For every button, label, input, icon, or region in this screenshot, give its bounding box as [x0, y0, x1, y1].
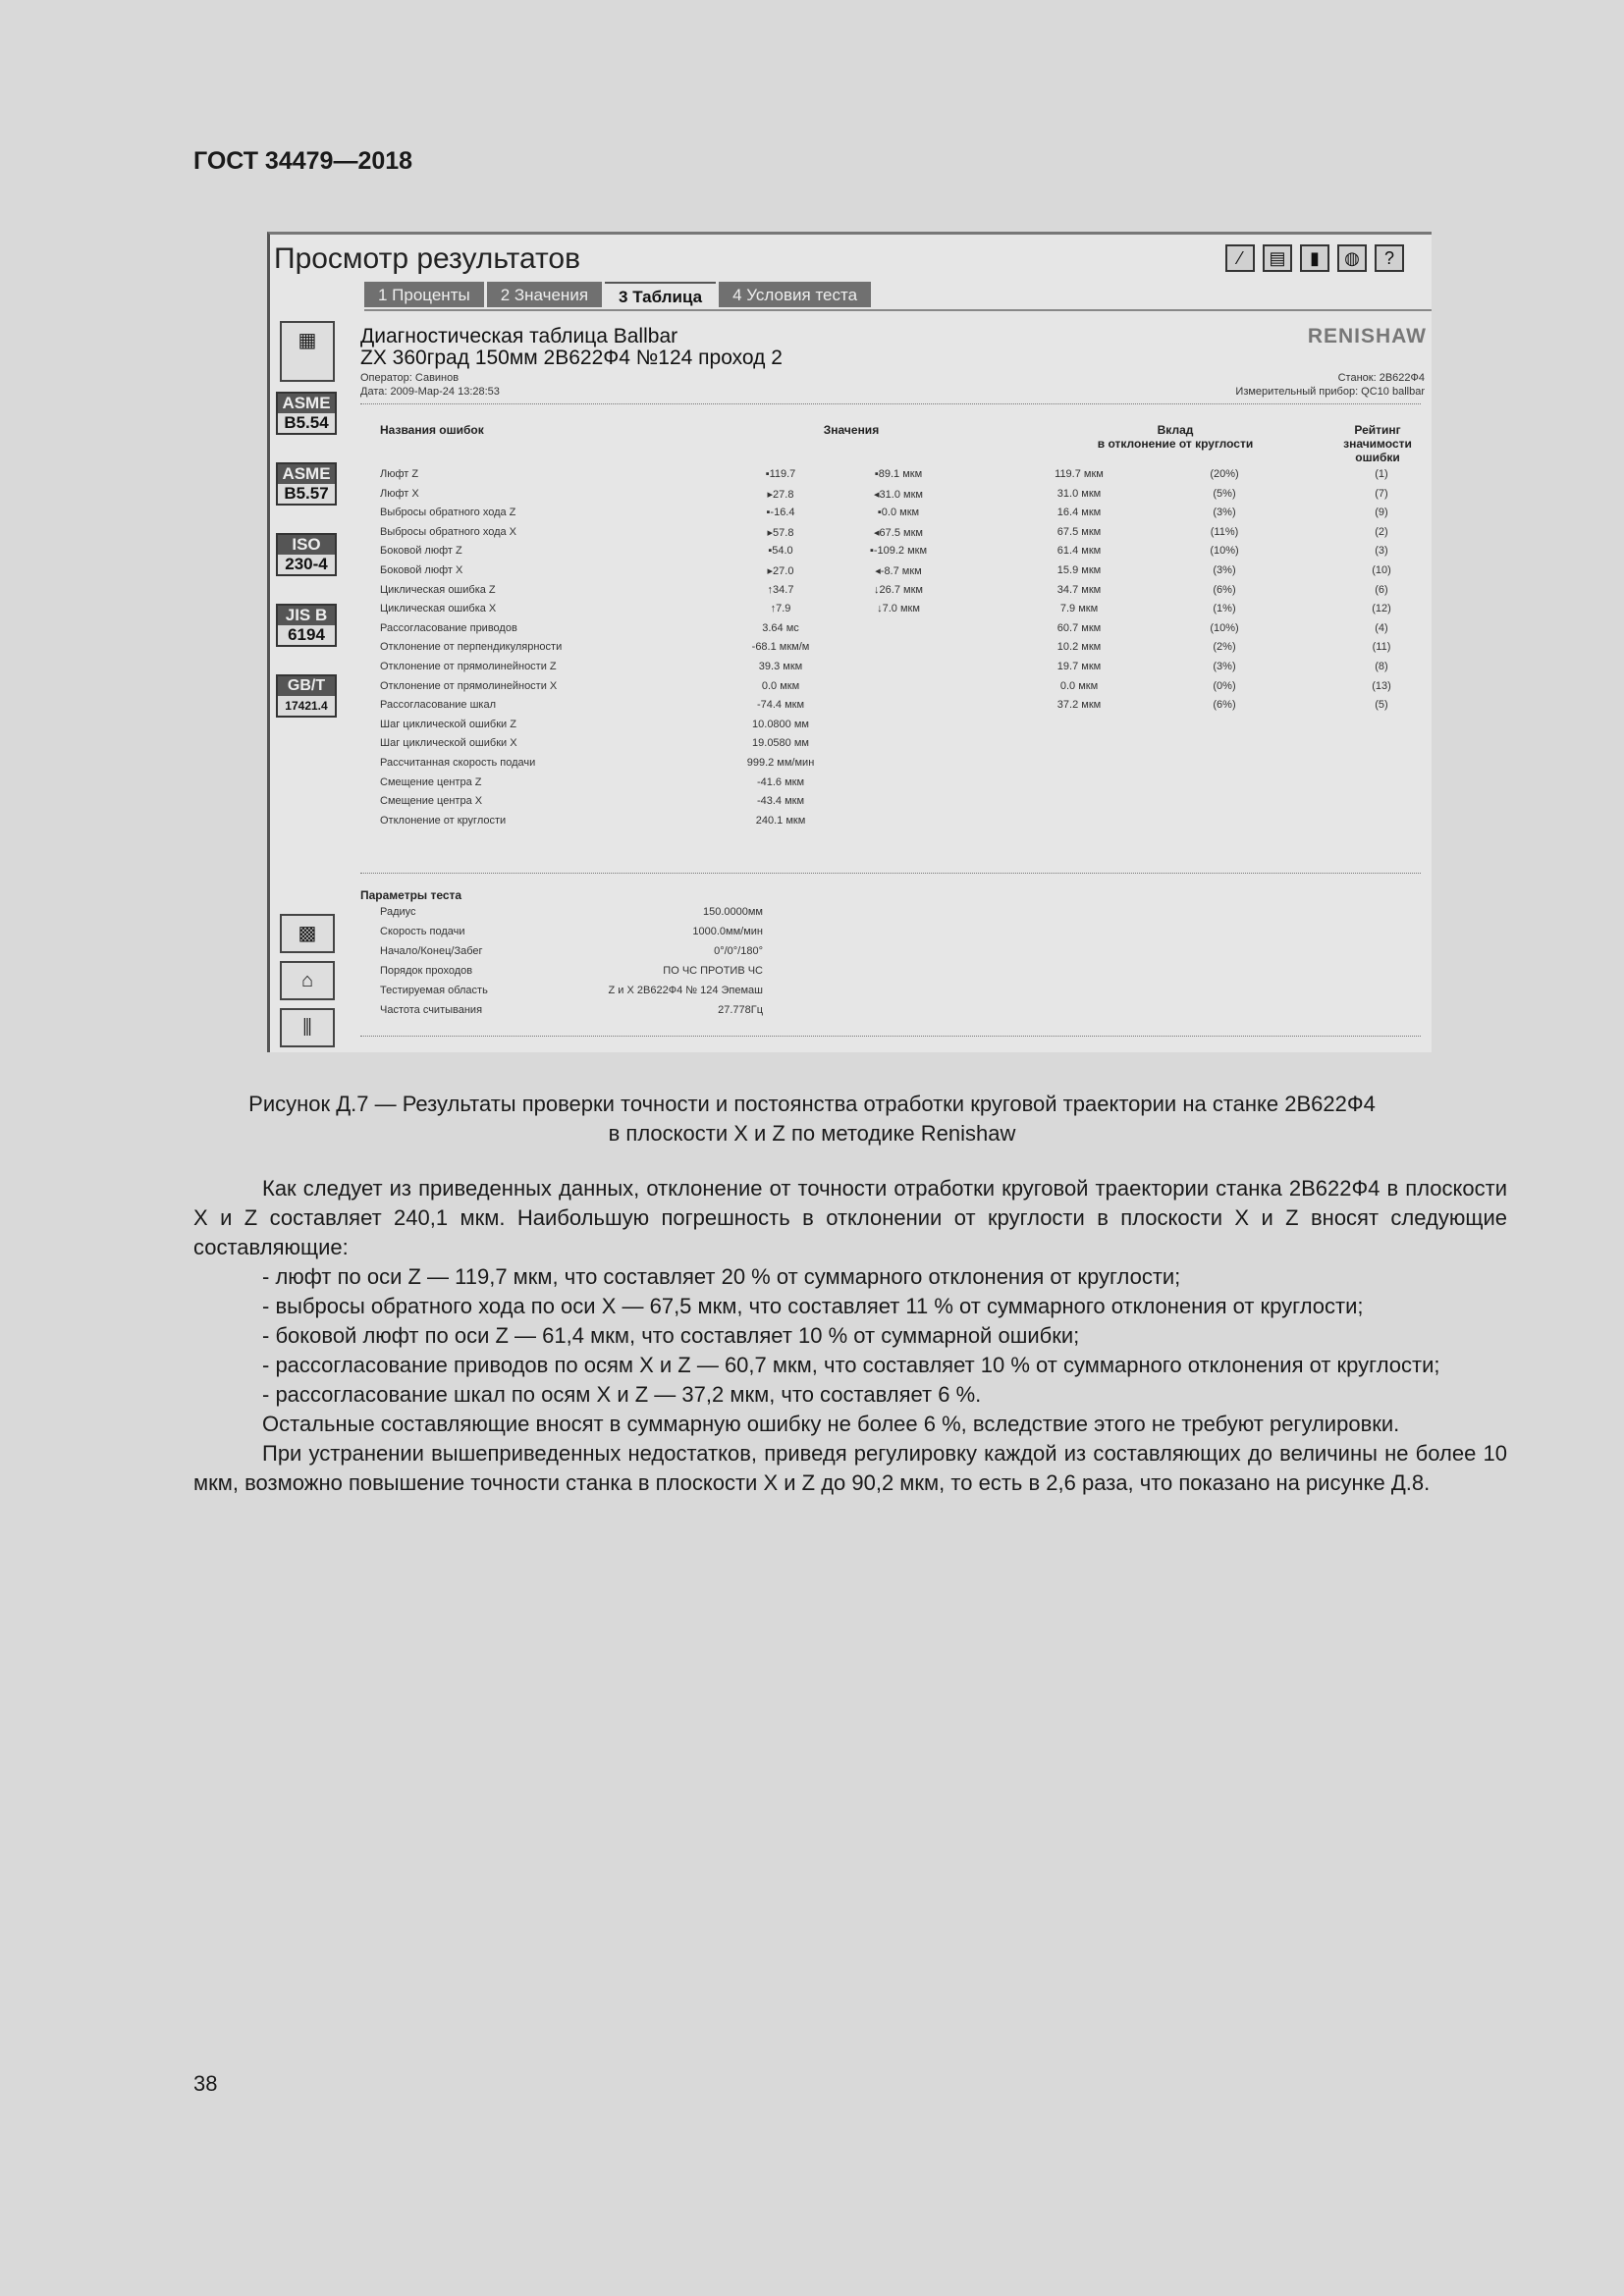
table-row: Шаг циклической ошибки X 19.0580 мм — [380, 737, 809, 750]
table-row: Циклическая ошибка Z ↑34.7 ↓26.7 мкм 34.7 мкм (6%) (6) — [380, 583, 1388, 596]
table-row: Отклонение от перпендикулярности -68.1 мкм/м 10.2 мкм (2%) (11) — [380, 641, 1391, 654]
standard-button-jis-b6194[interactable]: JIS B 6194 — [276, 604, 337, 647]
error-name: Люфт Z — [380, 468, 419, 480]
panel-subtitle: ZX 360град 150мм 2В622Ф4 №124 проход 2 — [360, 347, 783, 369]
error-name: Отклонение от перпендикулярности — [380, 641, 563, 654]
page-number: 38 — [193, 2071, 218, 2096]
machine-icon[interactable]: ▩ — [280, 914, 335, 953]
error-name: Боковой люфт X — [380, 564, 463, 576]
error-name: Смещение центра X — [380, 795, 483, 808]
param-value: ПО ЧС ПРОТИВ ЧС — [663, 965, 763, 977]
machine-name: Станок: 2В622Ф4 — [1337, 372, 1425, 384]
param-row — [380, 906, 763, 926]
body-text — [193, 1174, 1507, 1498]
list-item: - рассогласование шкал по осям X и Z — 37,2 мкм, что составляет 6 %. — [262, 1382, 982, 1407]
help-icon[interactable]: ? — [1375, 244, 1404, 272]
standard-button-iso-230-4[interactable]: ISO 230-4 — [276, 533, 337, 576]
tab-percent[interactable]: 1 Проценты — [364, 282, 484, 307]
chart-icon[interactable]: ⁄ — [1225, 244, 1255, 272]
error-name: Выбросы обратного хода Z — [380, 507, 516, 519]
error-name: Шаг циклической ошибки Z — [380, 718, 516, 730]
table-row: Люфт X ▸27.8 ◂31.0 мкм 31.0 мкм (5%) (7) — [380, 487, 1388, 501]
column-contribution: Вклад в отклонение от круглости — [1097, 423, 1254, 451]
error-name: Отклонение от прямолинейности X — [380, 679, 558, 692]
window-title: Просмотр результатов — [274, 242, 581, 275]
tab-table[interactable]: 3 Таблица — [605, 282, 716, 309]
param-value: 27.778Гц — [718, 1004, 763, 1016]
standard-button-asme-b554[interactable]: ASME B5.54 — [276, 392, 337, 435]
standard-button-gbt-17421[interactable]: GB/T 17421.4 — [276, 674, 337, 718]
param-label: Начало/Конец/Забег — [380, 945, 483, 957]
param-label: Частота считывания — [380, 1004, 483, 1016]
results-screenshot — [267, 232, 1432, 1052]
figure-caption: Рисунок Д.7 — Результаты проверки точности и постоянства отработки круговой траектории на станке 2В622Ф4 в плоскости X и Z по методике Renishaw — [248, 1092, 1376, 1146]
column-rating: Рейтинг значимости ошибки — [1343, 423, 1412, 464]
tab-values[interactable]: 2 Значения — [487, 282, 602, 307]
error-name: Отклонение от прямолинейности Z — [380, 661, 557, 672]
renishaw-logo: RENISHAW — [1307, 325, 1427, 347]
list-item: - люфт по оси Z — 119,7 мкм, что составляет 20 % от суммарного отклонения от круглости; — [262, 1264, 1181, 1289]
error-name: Смещение центра Z — [380, 775, 482, 788]
error-name: Рассчитанная скорость подачи — [380, 757, 536, 769]
table-row: Рассогласование шкал -74.4 мкм 37.2 мкм (6%) (5) — [380, 699, 1388, 712]
table-row: Смещение центра X -43.4 мкм — [380, 795, 805, 808]
document-header: ГОСТ 34479—2018 — [193, 147, 413, 175]
table-row: Отклонение от прямолинейности Z 39.3 мкм 19.7 мкм (3%) (8) — [380, 661, 1388, 672]
tab-bar — [364, 282, 871, 309]
table-row: Выбросы обратного хода X ▸57.8 ◂67.5 мкм 67.5 мкм (11%) (2) — [380, 525, 1388, 539]
panel-title: Диагностическая таблица Ballbar — [360, 325, 678, 347]
standard-button-asme-b557[interactable]: ASME B5.57 — [276, 462, 337, 506]
error-name: Рассогласование приводов — [380, 621, 517, 634]
table-row: Рассчитанная скорость подачи 999.2 мм/мин — [380, 757, 815, 769]
column-values: Значения — [823, 423, 880, 437]
param-value: Z и X 2В622Ф4 № 124 Эпемаш — [608, 985, 763, 996]
param-row — [380, 965, 763, 985]
error-name: Рассогласование шкал — [380, 699, 497, 712]
param-value: 0°/0°/180° — [714, 945, 763, 957]
tab-test-conditions[interactable]: 4 Условия теста — [719, 282, 871, 307]
paragraph: Остальные составляющие вносят в суммарную ошибку не более 6 %, вследствие этого не требуют регулировки. — [262, 1412, 1400, 1436]
param-value: 150.0000мм — [702, 906, 763, 918]
column-error-names: Названия ошибок — [380, 423, 484, 437]
param-row — [380, 985, 763, 1004]
paragraph: Как следует из приведенных данных, отклонение от точности отработки круговой траектории станка 2В622Ф4 в плоскости X и Z составляет 240,1 мкм. Наибольшую погрешность в отклонении от круглости в плоскости X и Z вносят следующие составляющие: — [193, 1176, 1507, 1259]
error-name: Отклонение от круглости — [380, 814, 507, 827]
diagnostic-report-icon[interactable]: ▦ — [280, 321, 335, 382]
param-label: Тестируемая область — [380, 985, 488, 996]
param-row — [380, 1004, 763, 1024]
table-row: Люфт Z ▪119.7 ▪89.1 мкм 119.7 мкм (20%) (1) — [380, 468, 1388, 480]
printer-icon[interactable]: ▤ — [1263, 244, 1292, 272]
table-row: Боковой люфт X ▸27.0 ◂-8.7 мкм 15.9 мкм (3%) (10) — [380, 564, 1391, 577]
separator — [360, 403, 1421, 405]
separator — [360, 873, 1421, 875]
error-name: Люфт X — [380, 487, 419, 500]
param-row — [380, 945, 763, 965]
instrument-name: Измерительный прибор: QC10 ballbar — [1235, 386, 1425, 398]
error-name: Выбросы обратного хода X — [380, 525, 517, 538]
table-row: Циклическая ошибка X ↑7.9 ↓7.0 мкм 7.9 мкм (1%) (12) — [380, 603, 1391, 615]
param-label: Порядок проходов — [380, 965, 473, 977]
operator: Оператор: Савинов — [360, 372, 460, 384]
test-date: Дата: 2009-Мар-24 13:28:53 — [360, 386, 500, 398]
globe-icon[interactable]: ◍ — [1337, 244, 1367, 272]
error-name: Циклическая ошибка X — [380, 603, 497, 615]
table-row: Отклонение от круглости 240.1 мкм — [380, 814, 806, 827]
table-row: Шаг циклической ошибки Z 10.0800 мм — [380, 718, 809, 730]
table-row: Отклонение от прямолинейности X 0.0 мкм 0.0 мкм (0%) (13) — [380, 679, 1391, 692]
param-label: Скорость подачи — [380, 926, 465, 937]
param-row — [380, 926, 763, 945]
toolbar — [1225, 244, 1404, 272]
tab-divider — [364, 309, 1432, 311]
settings-icon[interactable]: ⫼ — [280, 1008, 335, 1047]
separator — [360, 1036, 1421, 1038]
table-row: Смещение центра Z -41.6 мкм — [380, 775, 805, 788]
error-name: Боковой люфт Z — [380, 545, 462, 558]
paragraph: При устранении вышеприведенных недостатков, приведя регулировку каждой из составляющих до величины не более 10 мкм, возможно повышение точности станка в плоскости X и Z до 90,2 мкм, то есть в 2,6 раза, что показано на рисунке Д.8. — [193, 1441, 1507, 1495]
table-row: Боковой люфт Z ▪54.0 ▪-109.2 мкм 61.4 мкм (10%) (3) — [380, 545, 1388, 558]
params-title: Параметры теста — [360, 888, 462, 902]
clipboard-icon[interactable]: ▮ — [1300, 244, 1329, 272]
error-name: Шаг циклической ошибки X — [380, 737, 517, 750]
list-item: - выбросы обратного хода по оси X — 67,5 мкм, что составляет 11 % от суммарного отклонения от круглости; — [262, 1294, 1364, 1318]
param-value: 1000.0мм/мин — [692, 926, 763, 937]
error-name: Циклическая ошибка Z — [380, 583, 496, 596]
table-row: Рассогласование приводов 3.64 мс 60.7 мкм (10%) (4) — [380, 621, 1388, 634]
table-row: Выбросы обратного хода Z ▪-16.4 ▪0.0 мкм 16.4 мкм (3%) (9) — [380, 507, 1388, 519]
param-label: Радиус — [380, 906, 416, 918]
home-icon[interactable]: ⌂ — [280, 961, 335, 1000]
list-item: - боковой люфт по оси Z — 61,4 мкм, что составляет 10 % от суммарной ошибки; — [262, 1323, 1080, 1348]
list-item: - рассогласование приводов по осям X и Z — 60,7 мкм, что составляет 10 % от суммарного отклонения от круглости; — [262, 1353, 1440, 1377]
